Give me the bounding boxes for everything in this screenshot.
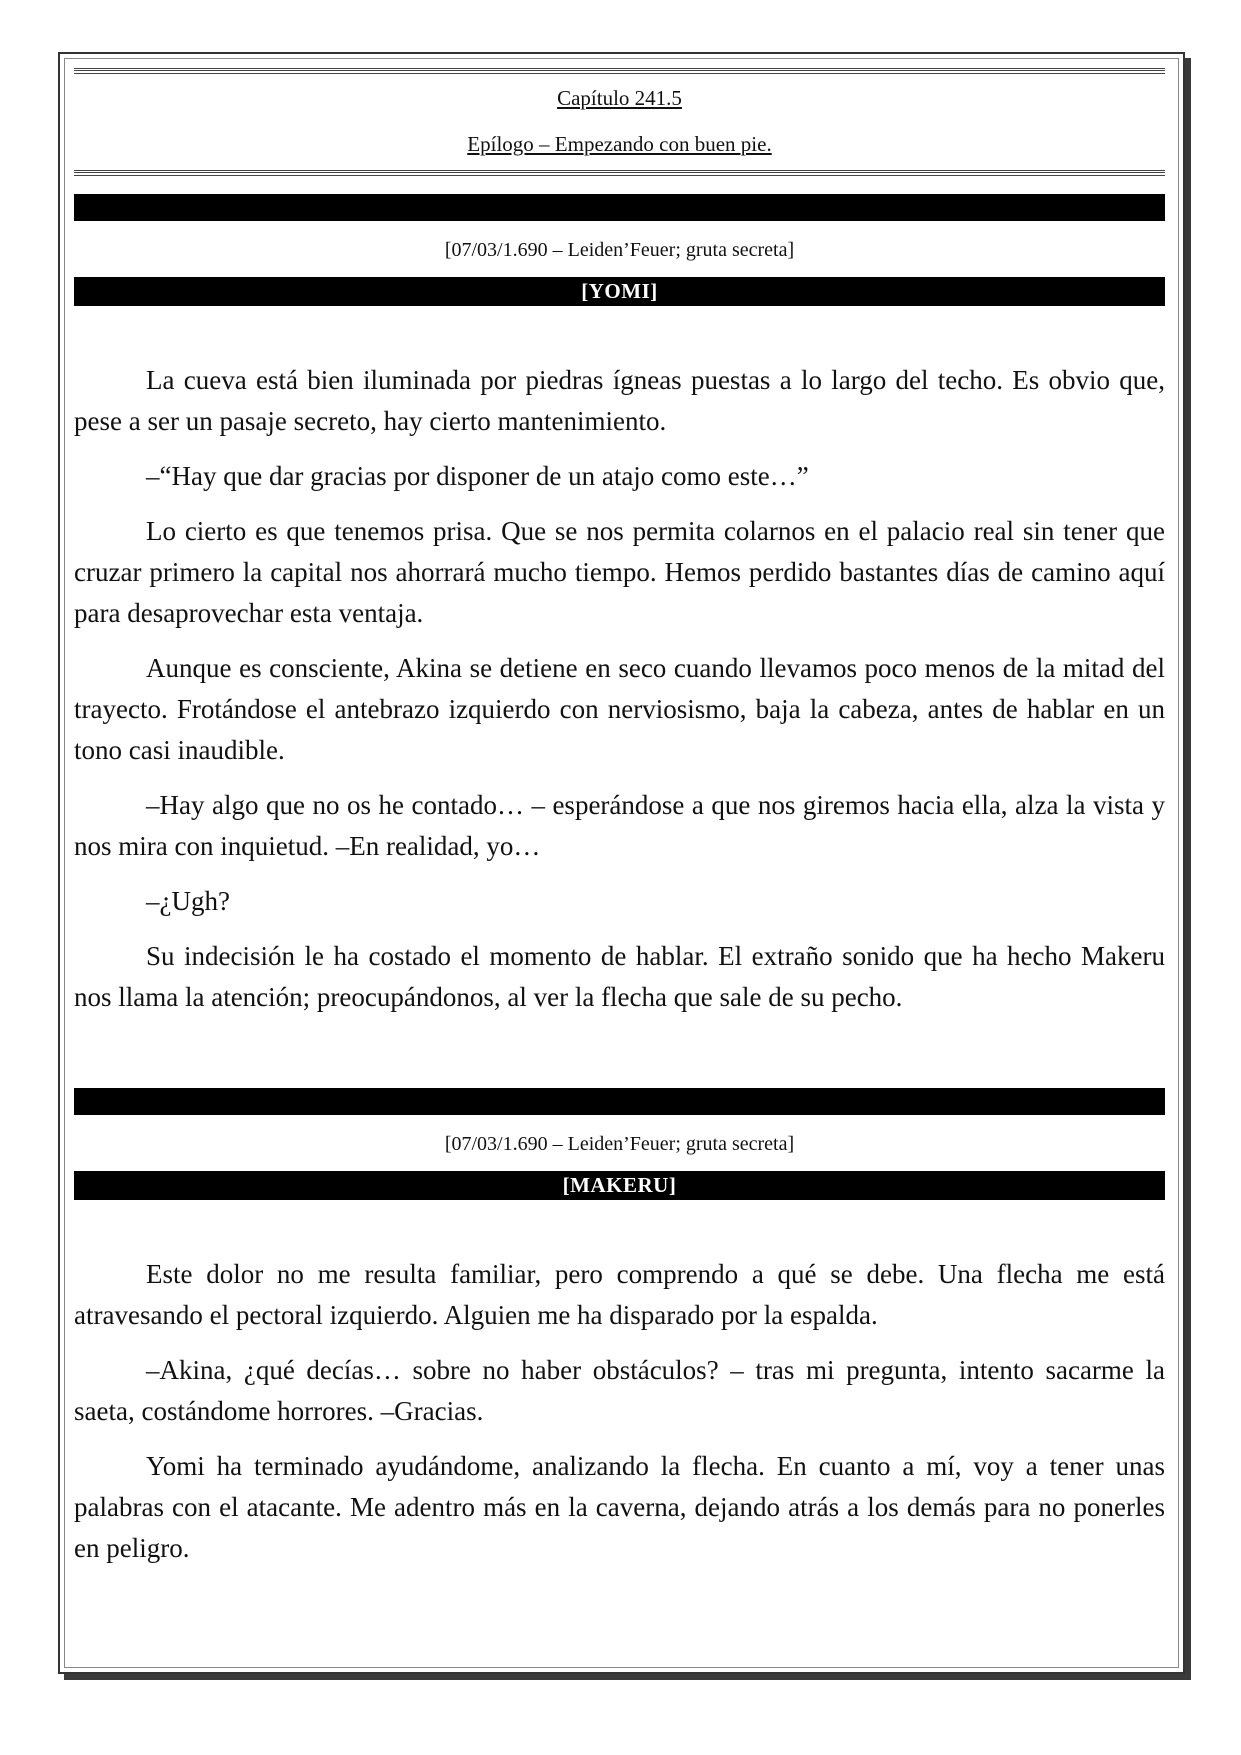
scene-meta: [07/03/1.690 – Leiden’Feuer; gruta secreta] — [444, 1133, 795, 1155]
header-top-rule — [74, 68, 1165, 74]
pov-label: [YOMI] — [74, 277, 1165, 306]
scene-separator-bar — [74, 194, 1165, 221]
paragraph: Este dolor no me resulta familiar, pero comprendo a qué se debe. Una flecha me está atravesando el pectoral izquierdo. Alguien me ha disparado por la espalda. — [74, 1259, 1165, 1330]
paragraph: –¿Ugh? — [146, 886, 230, 916]
paragraph: La cueva está bien iluminada por piedras ígneas puestas a lo largo del techo. Es obvio que, pese a ser un pasaje secreto, hay cierto mantenimiento. — [74, 365, 1165, 436]
paragraph: Lo cierto es que tenemos prisa. Que se nos permita colarnos en el palacio real sin tener que cruzar primero la capital nos ahorrará mucho tiempo. Hemos perdido bastantes días de camino aquí para desaprovechar esta ventaja. — [74, 516, 1165, 628]
paragraph: Su indecisión le ha costado el momento de hablar. El extraño sonido que ha hecho Makeru nos llama la atención; preocupándonos, al ver la flecha que sale de su pecho. — [74, 941, 1165, 1012]
paragraph: Yomi ha terminado ayudándome, analizando la flecha. En cuanto a mí, voy a tener unas palabras con el atacante. Me adentro más en la caverna, dejando atrás a los demás para no ponerles en peligro. — [74, 1451, 1165, 1563]
paragraph: Aunque es consciente, Akina se detiene en seco cuando llevamos poco menos de la mitad del trayecto. Frotándose el antebrazo izquierdo con nerviosismo, baja la cabeza, antes de hablar en un tono casi inaudible. — [74, 653, 1165, 765]
paragraph: –Hay algo que no os he contado… – esperándose a que nos giremos hacia ella, alza la vista y nos mira con inquietud. –En realidad, yo… — [74, 790, 1165, 861]
chapter-subtitle: Epílogo – Empezando con buen pie. — [467, 132, 772, 156]
pov-label: [MAKERU] — [74, 1171, 1165, 1200]
paragraph: –Akina, ¿qué decías… sobre no haber obstáculos? – tras mi pregunta, intento sacarme la saeta, costándome horrores. –Gracias. — [74, 1355, 1165, 1426]
scene-separator-bar — [74, 1088, 1165, 1115]
scene-meta: [07/03/1.690 – Leiden’Feuer; gruta secreta] — [444, 239, 795, 261]
page-frame — [58, 52, 1185, 1674]
scene-2-body — [74, 1254, 1165, 1569]
page-content — [74, 68, 1165, 1583]
paragraph: –“Hay que dar gracias por disponer de un atajo como este…” — [146, 461, 809, 491]
scene-1-body — [74, 360, 1165, 1018]
chapter-title: Capítulo 241.5 — [557, 86, 682, 110]
